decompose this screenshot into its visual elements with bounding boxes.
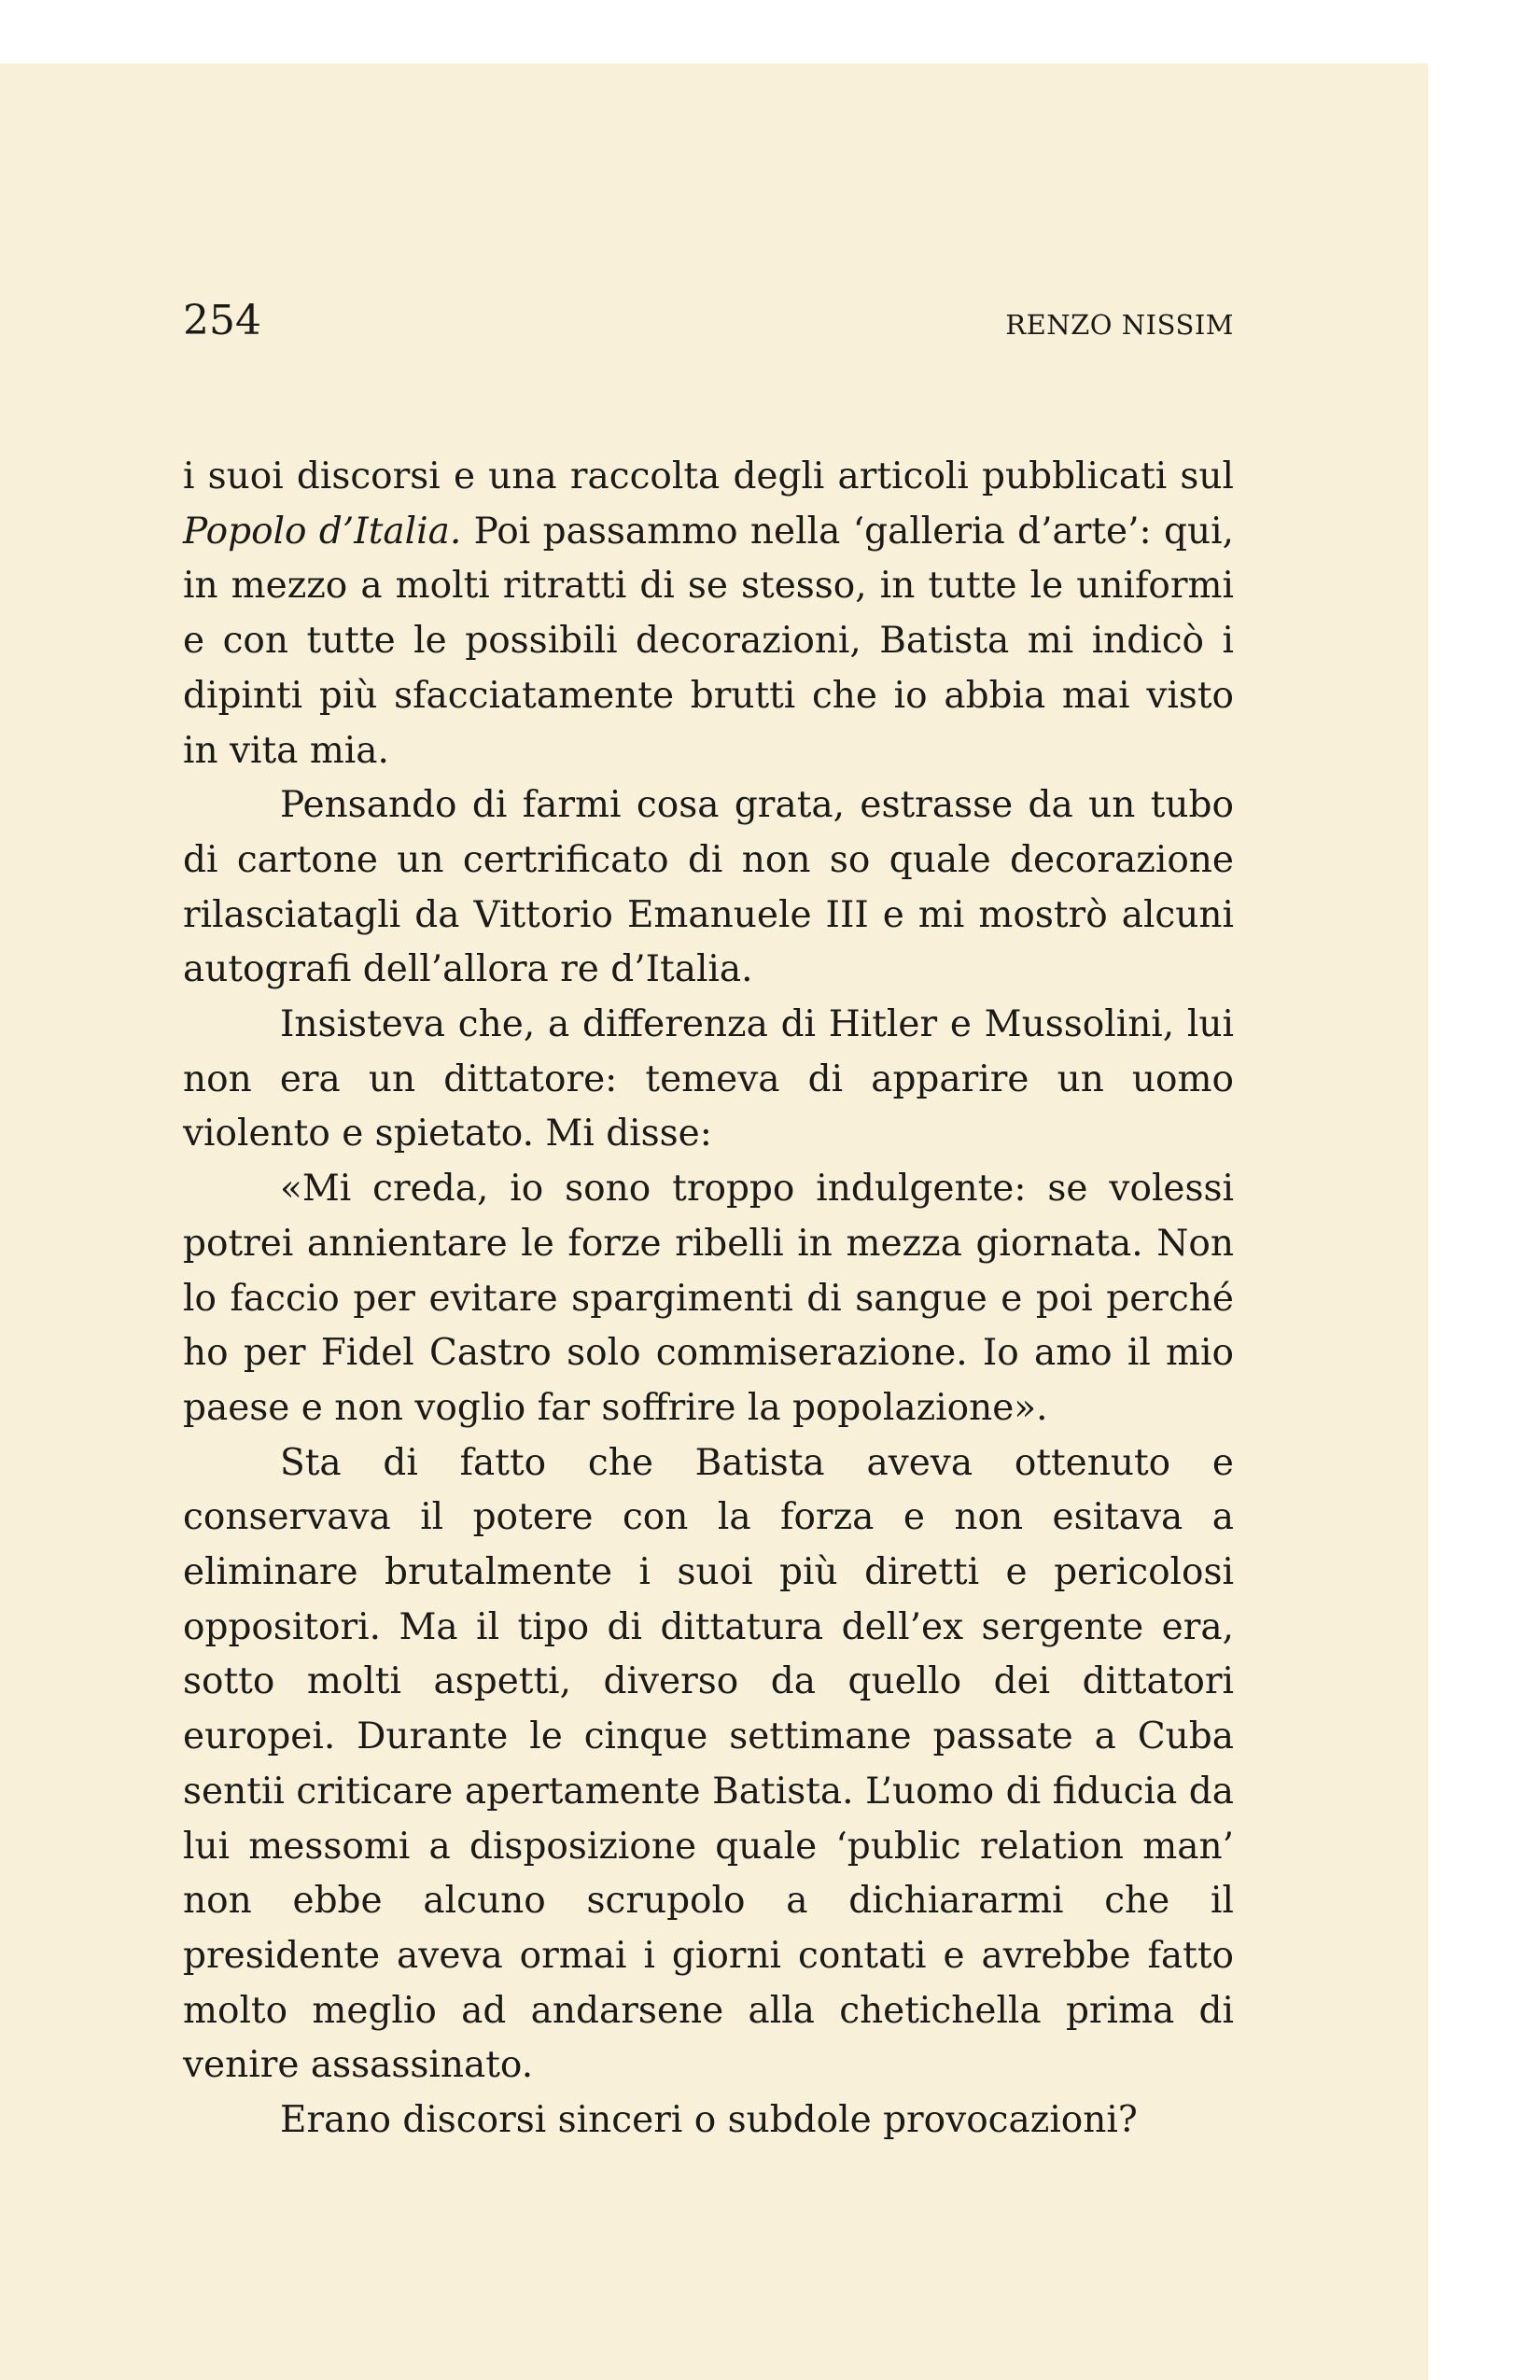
page-number: 254 [183,297,261,344]
page-header [183,297,1234,371]
running-head: RENZO NISSIM [1005,309,1234,341]
newspaper-title: Popolo d’Italia. [183,510,462,553]
paragraph-1 [183,450,1234,778]
paragraph-5: Sta di fatto che Batista aveva ottenuto e conservava il potere con la forza e non esitava a eliminare brutalmente i suoi più diretti e pericolosi oppositori. Ma il tipo di dittatura dell’ex sergente era, sotto molti aspetti, diverso da quello dei dittatori europei. Durante le cinque settimane passate a Cuba sentii criticare apertamente Batista. L’uomo di fiducia da lui messomi a disposizione quale ‘public relation man’ non ebbe alcuno scrupolo a dichiararmi che il presidente aveva ormai i giorni contati e avrebbe fatto molto meglio ad andarsene alla chetichella prima di venire assassinato. [183,1441,1234,2087]
book-page [0,63,1428,2380]
page-content [183,297,1234,2149]
paragraph-2: Pensando di farmi cosa grata, estrasse da un tubo di cartone un certrificato di non so quale decorazione rilasciatagli da Vittorio Emanuele III e mi mostrò alcuni autografi dell’allora re d’Italia. [183,784,1234,991]
body-text [183,450,1234,2149]
paragraph-4-quote: «Mi creda, io sono troppo indulgente: se volessi potrei annientare le forze ribelli in mezza giornata. Non lo faccio per evitare spargimenti di sangue e poi perché ho per Fidel Castro solo commiserazione. Io amo il mio paese e non voglio far soffrire la popolazione». [183,1168,1234,1429]
paragraph-1-rest: Poi passammo nella ‘galleria d’arte’: qui, in mezzo a molti ritratti di se stesso, in tutte le uniformi e con tutte le possibili decorazioni, Batista mi indicò i dipinti più sfacciatamente brutti che io abbia mai visto in vita mia. [183,510,1234,772]
paragraph-1-start: i suoi discorsi e una raccolta degli articoli pubblicati sul [183,455,1234,497]
paragraph-3: Insisteva che, a differenza di Hitler e Mussolini, lui non era un dittatore: temeva di apparire un uomo violento e spietato. Mi disse: [183,1003,1234,1155]
paragraph-6: Erano discorsi sinceri o subdole provocazioni? [280,2099,1138,2142]
